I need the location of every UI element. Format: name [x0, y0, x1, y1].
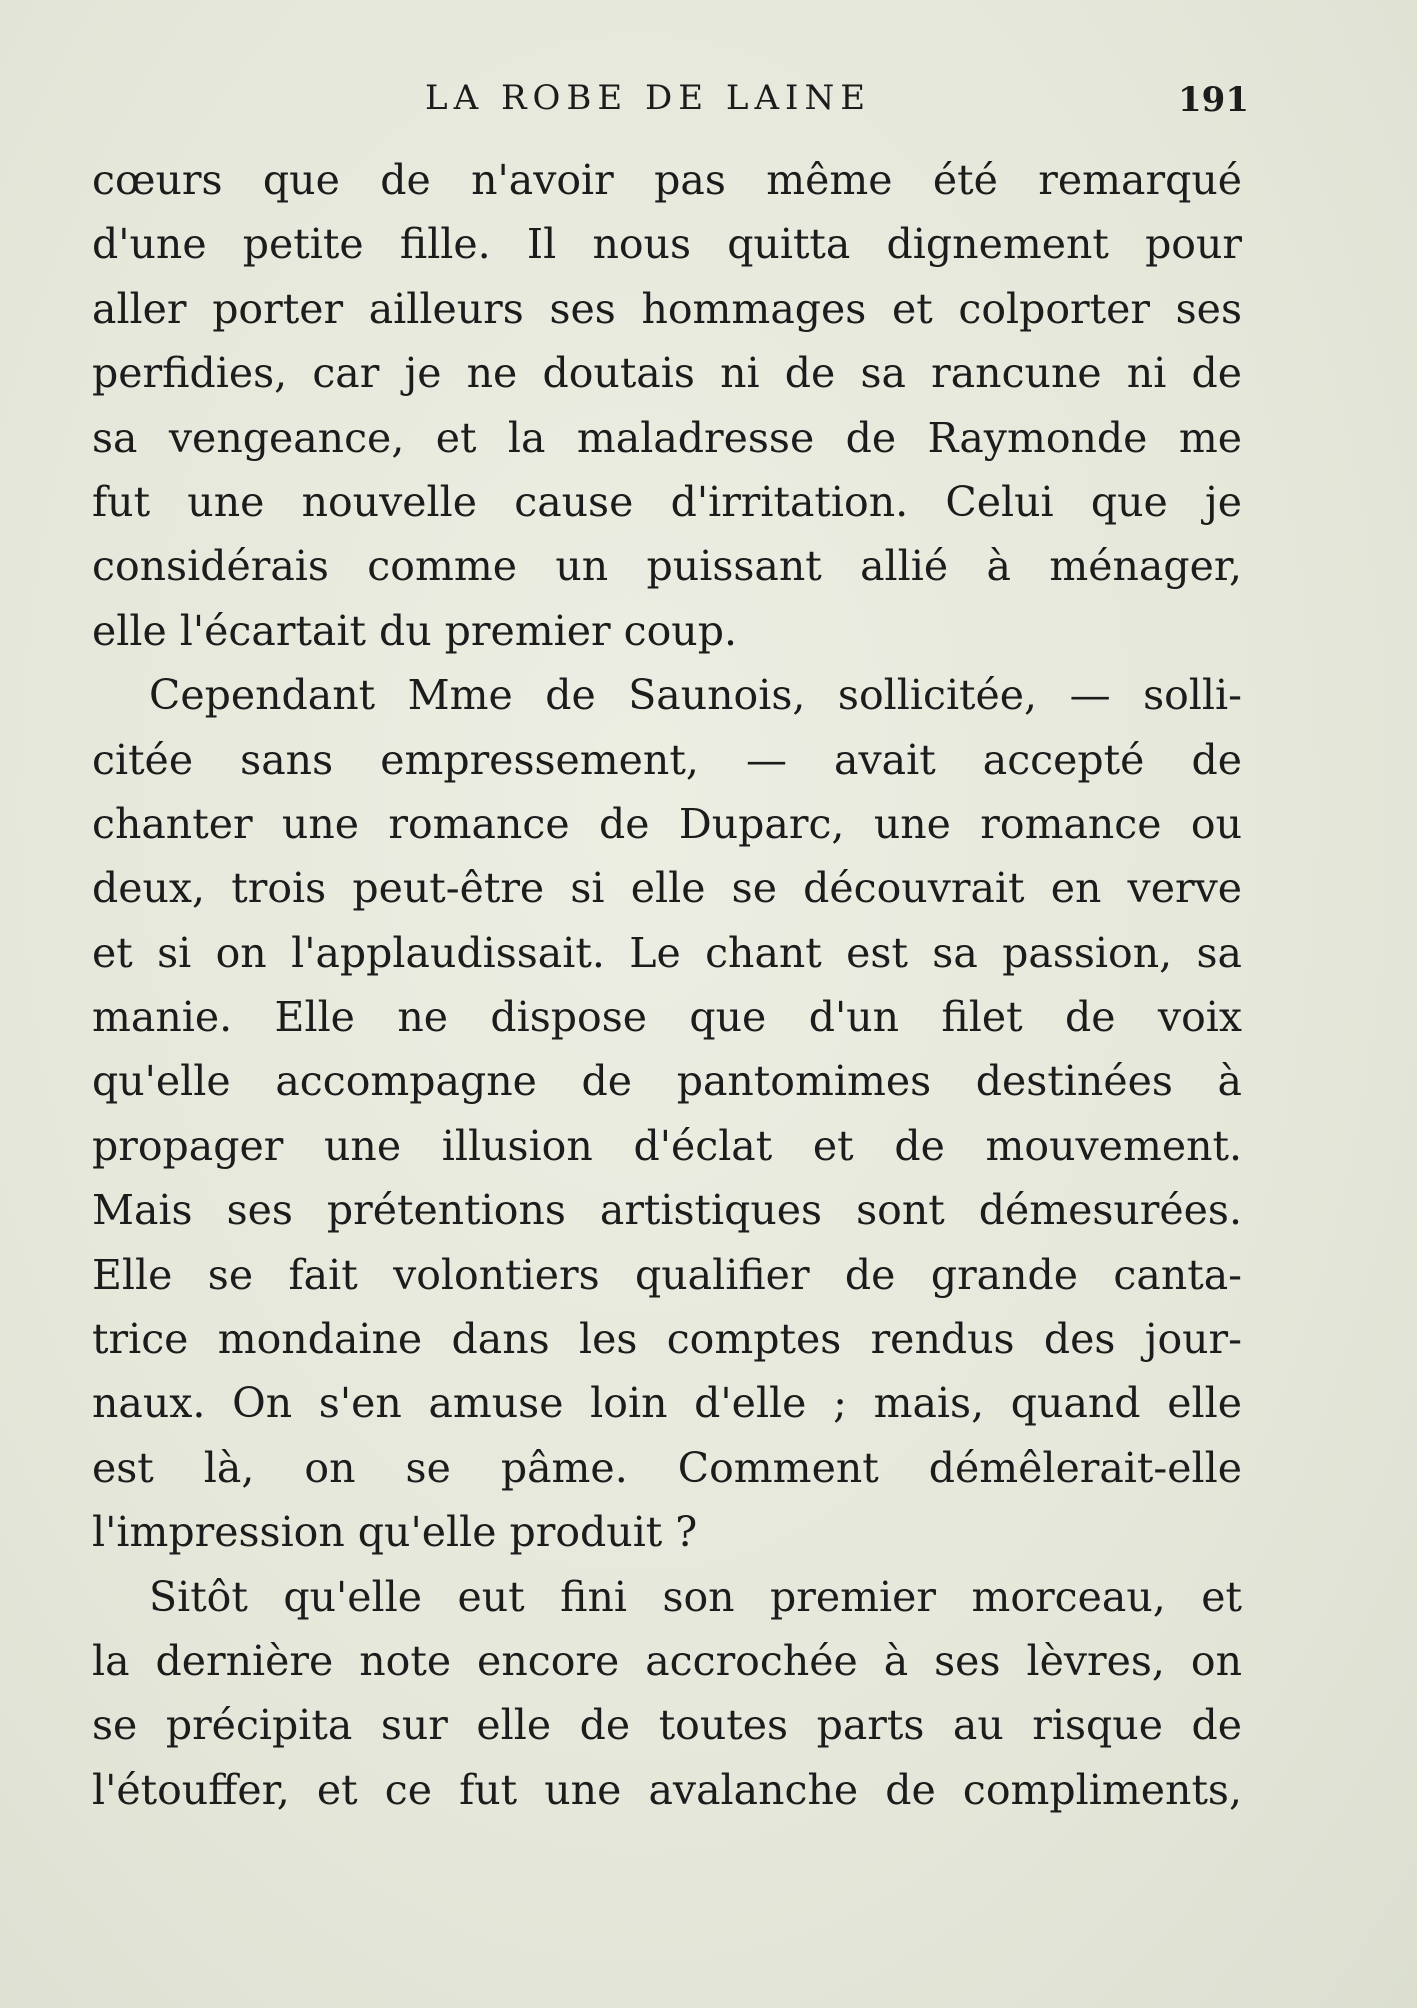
text-line: Cependant Mme de Saunois, sollicitée, — solli-	[149, 671, 1242, 720]
text-line: fut une nouvelle cause d'irritation. Celui que je	[92, 477, 1242, 526]
text-line: propager une illusion d'éclat et de mouvement.	[92, 1121, 1242, 1170]
text-line: la dernière note encore accrochée à ses lèvres, on	[92, 1636, 1242, 1685]
text-line: manie. Elle ne dispose que d'un filet de voix	[92, 993, 1242, 1042]
text-line: trice mondaine dans les comptes rendus des jour-	[92, 1315, 1242, 1364]
text-line: elle l'écartait du premier coup.	[92, 606, 737, 655]
text-line: considérais comme un puissant allié à ménager,	[92, 542, 1242, 591]
text-line: Elle se fait volontiers qualifier de grande canta-	[92, 1250, 1242, 1299]
body-text	[92, 148, 1242, 1822]
text-line: chanter une romance de Duparc, une romance ou	[92, 799, 1242, 848]
page-number: 191	[1178, 80, 1249, 120]
text-line: l'impression qu'elle produit ?	[92, 1508, 698, 1557]
text-line: naux. On s'en amuse loin d'elle ; mais, quand elle	[92, 1379, 1242, 1428]
text-line: l'étouffer, et ce fut une avalanche de compliments,	[92, 1765, 1242, 1814]
text-line: aller porter ailleurs ses hommages et colporter ses	[92, 284, 1242, 333]
text-line: cœurs que de n'avoir pas même été remarqué	[92, 156, 1242, 204]
text-line: est là, on se pâme. Comment démêlerait-elle	[92, 1443, 1242, 1492]
text-line: sa vengeance, et la maladresse de Raymonde me	[92, 413, 1242, 462]
text-line: qu'elle accompagne de pantomimes destinées à	[92, 1057, 1242, 1106]
text-line: deux, trois peut-être si elle se découvrait en verve	[92, 864, 1242, 913]
text-line: se précipita sur elle de toutes parts au risque de	[92, 1701, 1242, 1750]
text-line: et si on l'applaudissait. Le chant est sa passion, sa	[92, 928, 1242, 977]
text-line: citée sans empressement, — avait accepté de	[92, 735, 1242, 784]
text-line: Mais ses prétentions artistiques sont démesurées.	[92, 1186, 1242, 1235]
running-title: LA ROBE DE LAINE	[425, 78, 872, 118]
text-line: Sitôt qu'elle eut fini son premier morceau, et	[149, 1572, 1242, 1621]
text-line: perfidies, car je ne doutais ni de sa rancune ni de	[92, 349, 1242, 398]
text-line: d'une petite fille. Il nous quitta dignement pour	[92, 220, 1242, 269]
